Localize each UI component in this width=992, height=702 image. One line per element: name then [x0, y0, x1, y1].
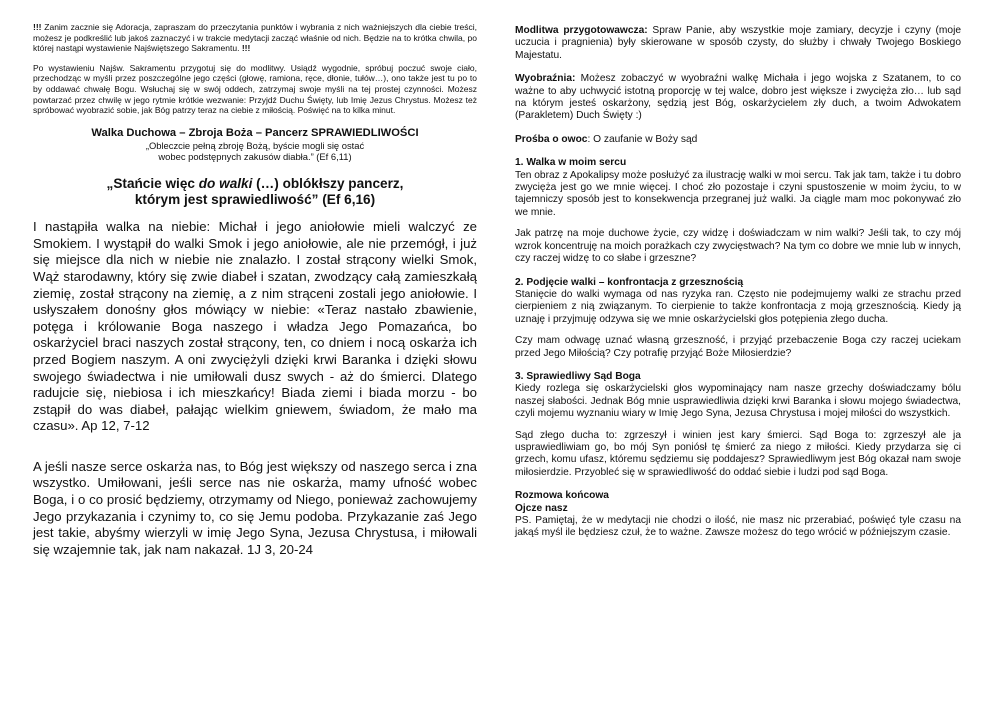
key-verse-italic: do walki: [198, 176, 253, 192]
epigraph-line-2: wobec podstępnych zakusów diabła.” (Ef 6,11): [158, 150, 352, 162]
intro-bang-end: !!!: [241, 43, 251, 54]
scripture-passage-revelation: I nastąpiła walka na niebie: Michał i jego aniołowie mieli walczyć ze Smokiem. I wystąpił do walki Smok i jego aniołowie, ale nie przemógł, i już się miejsce dla nich w niebie nie znalazło. I został strącony wielki Smok, Wąż starodawny, który się zwie diabeł i szatan, zwodzący całą zamieszkałą ziemię, został strącony na ziemię, a z nim strąceni zostali jego aniołowie. I usłyszałem donośny głos mówiący w niebie: «Teraz nastało zbawienie, potęga i królowanie Boga naszego i władza Jego Pomazańca, bo oskarżyciel braci naszych został strącony, ten, co dniem i nocą oskarża ich przed Bogiem naszym. A oni zwyciężyli dzięki krwi Baranka i dzięki słowu swojego świadectwa i nie umiłowali dusz swych - aż do śmierci. Dlatego radujcie się, niebiosa i ich mieszkańcy! Biada ziemi i biada morzu - bo zstąpił do was diabeł, pałając wielkim gniewem, świadom, że mało ma czasu». Ap 12, 7-12: [33, 219, 477, 434]
intro-note-text: Zanim zacznie się Adoracja, zapraszam do przeczytania punktów i wybrania z nich ważniejszych dla ciebie treści, możesz je podkreślić lub jakoś zaznaczyć i w trakcie medytacji zacząć właśnie od nich. Będzie na to krótka chwila, po której nastąpi wystawienie Najświętszego Sakramentu.: [33, 22, 477, 54]
closing-prayer: Ojcze nasz: [515, 502, 568, 514]
imagination: [515, 73, 961, 123]
intro-note: [33, 22, 477, 54]
section-3-paragraph-2: Sąd złego ducha to: zgrzeszył i winien jest kary śmierci. Sąd Boga to: zgrzeszył ale ja usprawiedliwiam go, bo mój Syn poniósł tę śmierć za niego z miłości. Kiedy przydarza się ci grzech, komu ufasz, któremu sędziemu się poddajesz? Sprawiedliwym jest Bóg okazał nam swoje miłosierdzie. Przyobleć się w sprawiedliwość do oddać siebie i ludzi pod sąd Boga.: [515, 429, 961, 478]
section-2-paragraph-1: Stanięcie do walki wymaga od nas ryzyka ran. Często nie podejmujemy walki ze strachu przed cierpieniem z nią związanym. To cierpienie to także konfrontacja z moją grzesznością. Kiedy ją uznaję i przyjmuję odzywa się we mnie oskarżycielski głos potępienia złego ducha.: [515, 288, 961, 325]
section-2-title: 2. Podjęcie walki – konfrontacja z grzesznością: [515, 276, 744, 288]
section-3-title: 3. Sprawiedliwy Sąd Boga: [515, 370, 641, 382]
section-2-paragraph-2: Czy mam odwagę uznać własną grzeszność, i przyjąć przebaczenie Boga czy raczej uciekam przed Jego Miłością? Czy potrafię przyjąć Boże Miłosierdzie?: [515, 335, 961, 359]
key-verse-line-1: [33, 176, 477, 192]
preparatory-prayer-text: Spraw Panie, aby wszystkie moje zamiary, decyzje i czyny (moje uczucia i pragnienia) były skierowane w sposób czysty, do służby i chwały Twojego Boskiego Majestatu.: [515, 25, 962, 61]
scripture-passage-john: A jeśli nasze serce oskarża nas, to Bóg jest większy od naszego serca i zna wszystko. Umiłowani, jeśli serce nas nie oskarża, mamy ufność wobec Boga, i o co prosić będziemy, otrzymamy od Niego, ponieważ zachowujemy Jego przykazania i czynimy to, co się Jemu podoba. Przykazanie zaś Jego jest takie, abyśmy wierzyli w imię Jego Syna, Jezusa Chrystusa, i miłowali się wzajemnie tak, jak nam nakazał. 1J 3, 20-24: [33, 458, 477, 557]
section-3-paragraph-1: Kiedy rozlega się oskarżycielski głos wypominający nam nasze grzechy doświadczamy bólu naszej słabości. Jednak Bóg mnie usprawiedliwia dzięki krwi Baranka i słowu mojego świadectwa, czyli mojemu wyznaniu wiary w Imię Jego Syna, Jezusa Chrystusa i mojej miłości do wszystkich.: [515, 383, 961, 420]
key-verse-line-2: którym jest sprawiedliwość” (Ef 6,16): [134, 192, 376, 208]
request-text: : O zaufanie w Boży sąd: [587, 133, 698, 145]
left-column: [33, 22, 477, 558]
intro-bang-start: !!!: [33, 22, 42, 32]
imagination-text: Możesz zobaczyć w wyobraźni walkę Michała i jego wojska z Szatanem, to co ważne to aby uchwycić istotną proporcję w tej walce, dobro jest większe i zwycięża zło… lub sąd na którym jesteś oskarżony, sędzią jest Bóg, oskarżycielem zły duch, a twoim Adwokatem (Parakletem) Duch Święty :): [515, 73, 961, 122]
imagination-label: Wyobraźnia:: [515, 73, 576, 85]
preparatory-prayer: [515, 25, 961, 62]
section-1-title: 1. Walka w moim sercu: [515, 157, 627, 169]
request-for-fruit: [515, 134, 961, 146]
postscript: PS. Pamiętaj, że w medytacji nie chodzi o ilość, nie masz nic przerabiać, poświęć tyle czasu na jakąś myśl ile będziesz czuł, że to ważne. Zawsze możesz do tego wrócić w późniejszym czasie.: [515, 515, 961, 539]
request-label: Prośba o owoc: [515, 133, 588, 145]
section-1-paragraph-2: Jak patrzę na moje duchowe życie, czy widzę i doświadczam w nim walki? Jeśli tak, to czy mój wzrok koncentruję na moich porażkach czy zwycięstwach? Na tym co dobre we mnie lub w innych, czy raczej widzę to co słabe i grzeszne?: [515, 228, 961, 265]
key-verse-part-1: „Stańcie więc: [106, 176, 199, 192]
preparation-instructions: Po wystawieniu Najśw. Sakramentu przygotuj się do modlitwy. Usiądź wygodnie, spróbuj poczuć swoje ciało, przechodząc w myśli przez poszczególne jego części (głowę, ramiona, ręce, dłonie, tułów…), ono także jest tu po to by oddawać chwałę Bogu. Wsłuchaj się w swój oddech, zatrzymaj swoje myśli na tej prostej czynności. Możesz powtarzać przez chwilę w jego rytmie krótkie wezwanie: Przyjdź Duchu Święty, lub Imię Jezus Chrystus. Możesz też spróbować wyobrazić sobie, jak Bóg patrzy teraz na ciebie z miłością. Poświęć na to kilka minut.: [33, 62, 477, 116]
meditation-title: Walka Duchowa – Zbroja Boża – Pancerz SPRAWIEDLIWOŚCI: [91, 126, 419, 139]
closing-title: Rozmowa końcowa: [515, 490, 609, 502]
preparatory-prayer-label: Modlitwa przygotowawcza:: [515, 25, 648, 36]
section-1-paragraph-1: Ten obraz z Apokalipsy może posłużyć za ilustrację walki w moi sercu. Tak jak tam, także i tu dobro zwycięża jest go we mnie więcej. I choć zło pozostaje i czyni spustoszenie w moim życiu, to w tajemniczy sposób jest to konsekwencja przegranej już walki. Ja ciągle mam moc pokonywać zło we mnie.: [515, 169, 961, 218]
right-column: [515, 25, 961, 540]
key-verse-part-2: (…) oblókłszy pancerz,: [252, 176, 404, 192]
epigraph-line-1: „Obleczcie pełną zbroję Bożą, byście mogli się ostać: [145, 139, 365, 151]
